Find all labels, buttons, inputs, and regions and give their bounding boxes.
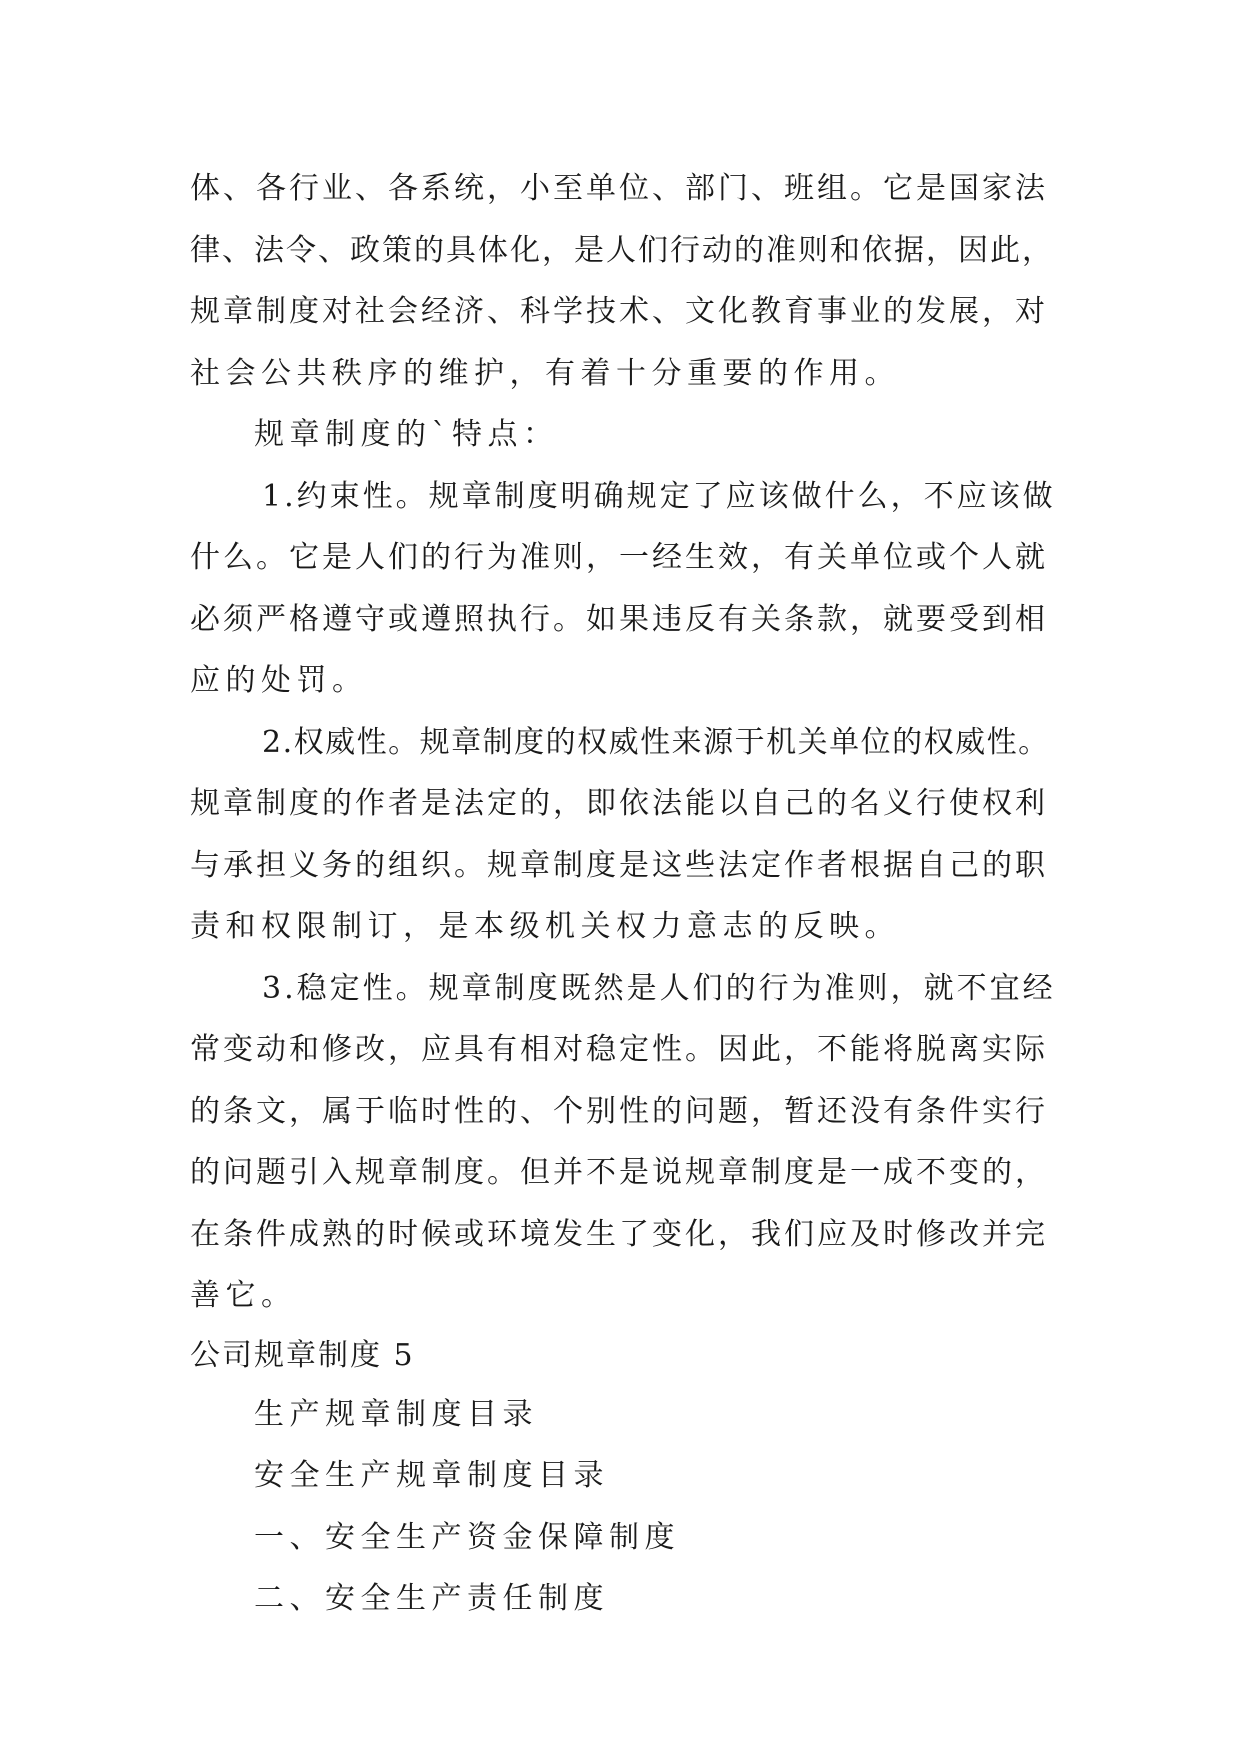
section-label: 规章制度的`特点： — [254, 417, 559, 452]
toc-item: 二、安全生产责任制度 — [254, 1581, 609, 1616]
paragraph-line: 规章制度的作者是法定的，即依法能以自己的名义行使权利 — [190, 786, 1048, 821]
paragraph-line: 规章制度对社会经济、科学技术、文化教育事业的发展，对 — [190, 294, 1048, 329]
paragraph-line: 应的处罚。 — [190, 663, 368, 698]
list-item-stability: 3.稳定性。规章制度既然是人们的行为准则，就不宜经 — [262, 970, 1056, 1006]
paragraph-line: 的问题引入规章制度。但并不是说规章制度是一成不变的， — [190, 1155, 1048, 1190]
toc-subtitle: 安全生产规章制度目录 — [254, 1458, 609, 1493]
paragraph-line: 什么。它是人们的行为准则，一经生效，有关单位或个人就 — [190, 540, 1048, 575]
paragraph-line: 律、法令、政策的具体化，是人们行动的准则和依据，因此， — [190, 232, 1054, 268]
paragraph-line: 必须严格遵守或遵照执行。如果违反有关条款，就要受到相 — [190, 601, 1048, 637]
paragraph-line: 常变动和修改，应具有相对稳定性。因此，不能将脱离实际 — [190, 1032, 1048, 1067]
paragraph-line: 与承担义务的组织。规章制度是这些法定作者根据自己的职 — [190, 847, 1048, 883]
toc-title: 生产规章制度目录 — [254, 1396, 538, 1432]
paragraph-line: 善它。 — [190, 1278, 297, 1313]
toc-item: 一、安全生产资金保障制度 — [254, 1519, 680, 1555]
document-page — [190, 158, 1060, 1630]
paragraph-line: 社会公共秩序的维护，有着十分重要的作用。 — [190, 355, 900, 391]
paragraph-line: 在条件成熟的时候或环境发生了变化，我们应及时修改并完 — [190, 1216, 1048, 1252]
list-item-constraint: 1.约束性。规章制度明确规定了应该做什么，不应该做 — [262, 478, 1056, 514]
section-heading: 公司规章制度 5 — [190, 1337, 415, 1373]
paragraph-line: 责和权限制订，是本级机关权力意志的反映。 — [190, 909, 900, 944]
paragraph-line: 的条文，属于临时性的、个别性的问题，暂还没有条件实行 — [190, 1093, 1048, 1129]
paragraph-line: 体、各行业、各系统，小至单位、部门、班组。它是国家法 — [190, 171, 1048, 206]
list-item-authority: 2.权威性。规章制度的权威性来源于机关单位的权威性。 — [262, 724, 1050, 760]
